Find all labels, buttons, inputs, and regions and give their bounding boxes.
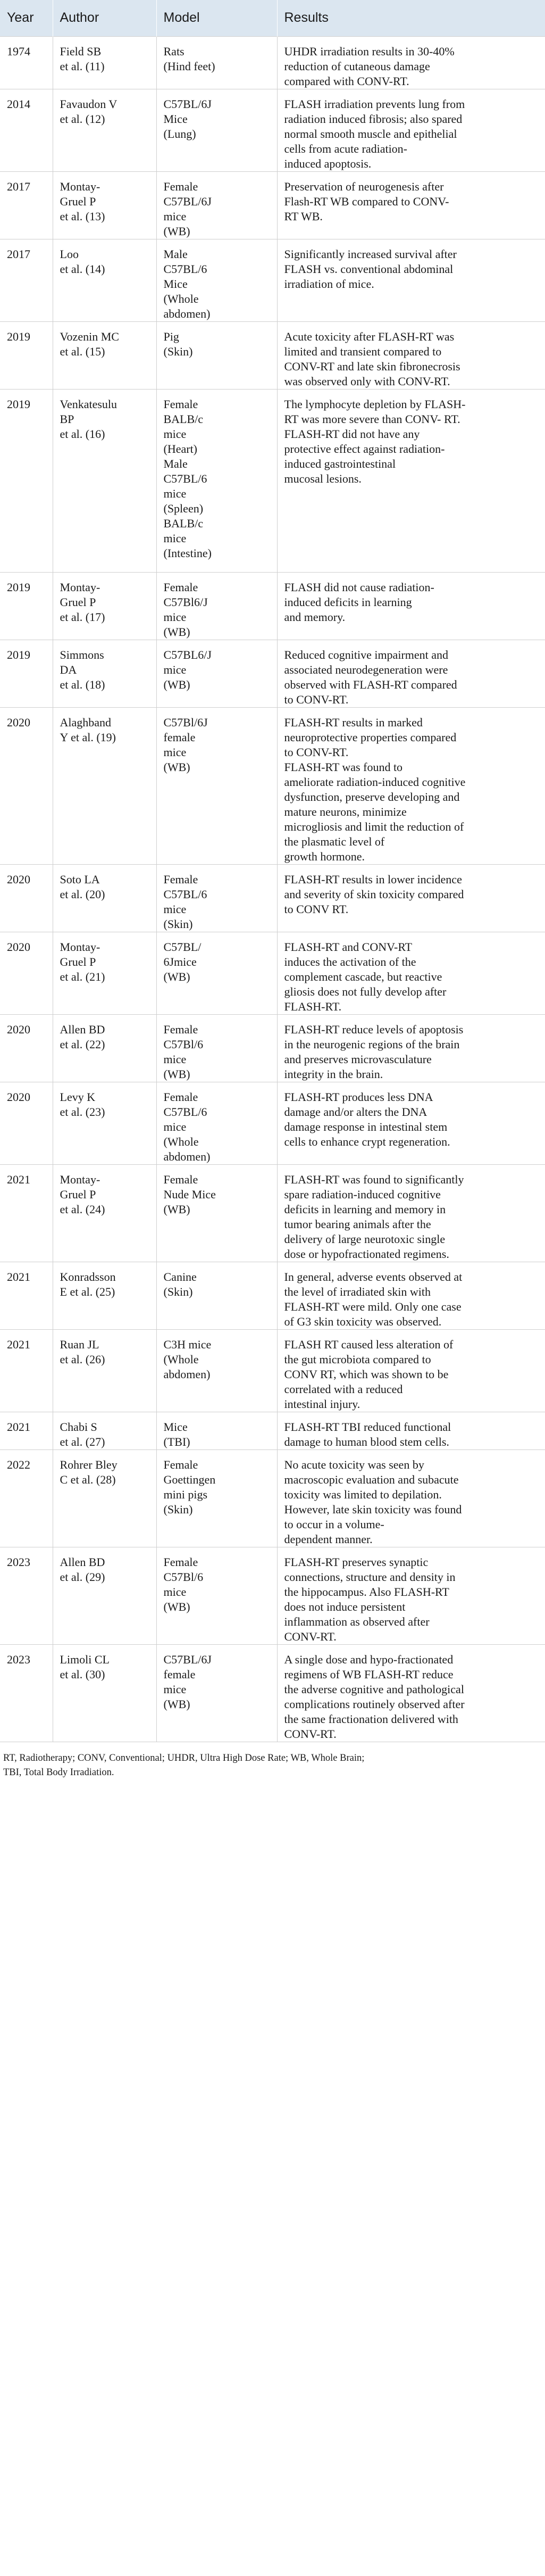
header-results: Results [277,0,545,36]
table-row [0,932,545,1014]
results-cell: FLASH-RT results in lower incidence and severity of skin toxicity compared to CONV RT. [277,864,545,932]
model-cell: Mice (TBI) [156,1412,277,1449]
year-cell: 1974 [0,36,53,89]
results-cell: Significantly increased survival after FLASH vs. conventional abdominal irradiation of mice. [277,239,545,321]
table-row [0,1449,545,1547]
model-cell: Male C57BL/6 Mice (Whole abdomen) [156,239,277,321]
header-row [0,0,545,36]
year-cell: 2020 [0,1014,53,1082]
results-cell: UHDR irradiation results in 30-40% reduction of cutaneous damage compared with CONV-RT. [277,36,545,89]
author-cell: Alaghband Y et al. (19) [53,707,156,864]
year-cell: 2023 [0,1644,53,1742]
results-cell: FLASH RT caused less alteration of the gut microbiota compared to CONV RT, which was shown to be correlated with a reduced intestinal injury. [277,1329,545,1412]
results-cell: FLASH irradiation prevents lung from radiation induced fibrosis; also spared normal smooth muscle and epithelial cells from acute radiation- induced apoptosis. [277,89,545,171]
header-year: Year [7,10,34,26]
model-cell: Female C57Bl6/J mice (WB) [156,572,277,640]
model-cell: Female C57Bl/6 mice (WB) [156,1014,277,1082]
year-cell: 2017 [0,239,53,321]
table-footnote: RT, Radiotherapy; CONV, Conventional; UHDR, Ultra High Dose Rate; WB, Whole Brain; TBI, Total Body Irradiation. [3,1752,365,1778]
table-row [0,1164,545,1262]
table-row [0,1329,545,1412]
model-cell: Female C57BL/6 mice (Skin) [156,864,277,932]
table-row [0,1014,545,1082]
year-cell: 2020 [0,707,53,864]
year-cell: 2022 [0,1449,53,1547]
author-cell: Chabi S et al. (27) [53,1412,156,1449]
model-cell: Female BALB/c mice (Heart) Male C57BL/6 mice (Spleen) BALB/c mice (Intestine) [156,389,277,572]
year-cell: 2020 [0,864,53,932]
results-cell: FLASH-RT was found to significantly spare radiation-induced cognitive deficits in learning and memory in tumor bearing animals after the delivery of large neurotoxic single dose or hypofractionated regimens. [277,1164,545,1262]
table-row [0,1082,545,1164]
year-cell: 2023 [0,1547,53,1644]
year-cell: 2014 [0,89,53,171]
year-cell: 2019 [0,389,53,572]
model-cell: C57BL6/J mice (WB) [156,640,277,707]
results-cell: Preservation of neurogenesis after Flash-RT WB compared to CONV- RT WB. [277,171,545,239]
year-cell: 2021 [0,1164,53,1262]
results-cell: FLASH-RT preserves synaptic connections, structure and density in the hippocampus. Also FLASH-RT does not induce persistent inflammation as observed after CONV-RT. [277,1547,545,1644]
model-cell: Rats (Hind feet) [156,36,277,89]
year-cell: 2020 [0,1082,53,1164]
results-cell: Reduced cognitive impairment and associated neurodegeneration were observed with FLASH-RT compared to CONV-RT. [277,640,545,707]
table-row [0,640,545,707]
model-cell: Female Goettingen mini pigs (Skin) [156,1449,277,1547]
model-cell: C57BL/6J female mice (WB) [156,1644,277,1742]
author-cell: Field SB et al. (11) [53,36,156,89]
table-row [0,171,545,239]
results-cell: In general, adverse events observed at the level of irradiated skin with FLASH-RT were mild. Only one case of G3 skin toxicity was observed. [277,1262,545,1329]
table-row [0,89,545,171]
results-cell: No acute toxicity was seen by macroscopic evaluation and subacute toxicity was limited to depilation. However, late skin toxicity was found to occur in a volume- dependent manner. [277,1449,545,1547]
year-cell: 2021 [0,1412,53,1449]
header-author: Author [53,0,156,36]
author-cell: Levy K et al. (23) [53,1082,156,1164]
year-cell: 2020 [0,932,53,1014]
table-row [0,864,545,932]
table-row [0,36,545,89]
author-cell: Montay- Gruel P et al. (21) [53,932,156,1014]
year-cell: 2019 [0,640,53,707]
model-cell: Female Nude Mice (WB) [156,1164,277,1262]
results-cell: FLASH-RT produces less DNA damage and/or alters the DNA damage response in intestinal stem cells to enhance crypt regeneration. [277,1082,545,1164]
table-row [0,389,545,572]
author-cell: Venkatesulu BP et al. (16) [53,389,156,572]
author-cell: Montay- Gruel P et al. (13) [53,171,156,239]
results-cell: The lymphocyte depletion by FLASH- RT was more severe than CONV- RT. FLASH-RT did not have any protective effect against radiation- induced gastrointestinal mucosal lesions. [277,389,545,572]
model-cell: Female C57BL/6J mice (WB) [156,171,277,239]
author-cell: Montay- Gruel P et al. (17) [53,572,156,640]
author-cell: Limoli CL et al. (30) [53,1644,156,1742]
table-body [0,36,545,1742]
table-row [0,707,545,864]
author-cell: Konradsson E et al. (25) [53,1262,156,1329]
author-cell: Allen BD et al. (22) [53,1014,156,1082]
year-cell: 2019 [0,572,53,640]
model-cell: Female C57BL/6 mice (Whole abdomen) [156,1082,277,1164]
model-cell: C57Bl/6J female mice (WB) [156,707,277,864]
header-model: Model [156,0,277,36]
results-cell: FLASH-RT reduce levels of apoptosis in the neurogenic regions of the brain and preserves microvasculature integrity in the brain. [277,1014,545,1082]
table-row [0,1644,545,1742]
year-cell: 2021 [0,1262,53,1329]
author-cell: Loo et al. (14) [53,239,156,321]
year-cell: 2021 [0,1329,53,1412]
year-cell: 2019 [0,321,53,389]
year-cell: 2017 [0,171,53,239]
model-cell: C57BL/ 6Jmice (WB) [156,932,277,1014]
author-cell: Montay- Gruel P et al. (24) [53,1164,156,1262]
table-row [0,1412,545,1449]
table-row [0,572,545,640]
table-row [0,1262,545,1329]
author-cell: Soto LA et al. (20) [53,864,156,932]
results-cell: FLASH-RT TBI reduced functional damage to human blood stem cells. [277,1412,545,1449]
table-row [0,1547,545,1644]
results-cell: Acute toxicity after FLASH-RT was limited and transient compared to CONV-RT and late skin fibronecrosis was observed only with CONV-RT. [277,321,545,389]
author-cell: Rohrer Bley C et al. (28) [53,1449,156,1547]
model-cell: Pig (Skin) [156,321,277,389]
results-cell: FLASH-RT and CONV-RT induces the activation of the complement cascade, but reactive gliosis does not fully develop after FLASH-RT. [277,932,545,1014]
author-cell: Simmons DA et al. (18) [53,640,156,707]
author-cell: Vozenin MC et al. (15) [53,321,156,389]
model-cell: C57BL/6J Mice (Lung) [156,89,277,171]
author-cell: Ruan JL et al. (26) [53,1329,156,1412]
table-header [0,0,545,36]
results-cell: FLASH-RT results in marked neuroprotective properties compared to CONV-RT. FLASH-RT was found to ameliorate radiation-induced cognitive dysfunction, preserve developing and mature neurons, minimize microgliosis and limit the reduction of the plasmatic level of growth hormone. [277,707,545,864]
table-row [0,321,545,389]
table-row [0,239,545,321]
model-cell: Canine (Skin) [156,1262,277,1329]
results-cell: FLASH did not cause radiation- induced deficits in learning and memory. [277,572,545,640]
results-cell: A single dose and hypo-fractionated regimens of WB FLASH-RT reduce the adverse cognitive and pathological complications routinely observed after the same fractionation delivered with CONV-RT. [277,1644,545,1742]
model-cell: Female C57Bl/6 mice (WB) [156,1547,277,1644]
model-cell: C3H mice (Whole abdomen) [156,1329,277,1412]
author-cell: Favaudon V et al. (12) [53,89,156,171]
author-cell: Allen BD et al. (29) [53,1547,156,1644]
